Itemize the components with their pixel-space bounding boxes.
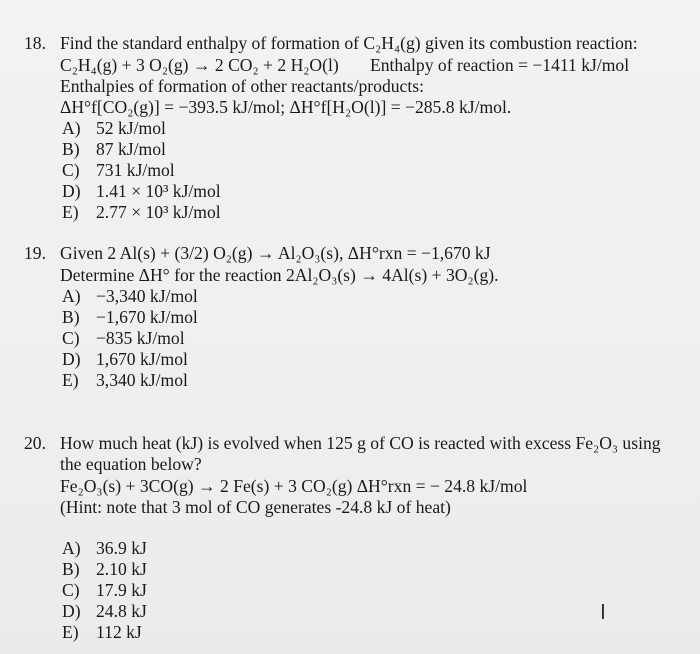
q18-choice-d: 1.41 × 10³ kJ/mol bbox=[96, 181, 221, 201]
q20-choice-d: 24.8 kJ bbox=[96, 601, 147, 621]
q18-number: 18. bbox=[24, 33, 46, 53]
q19-choice-d-label: D) bbox=[62, 349, 81, 369]
q18-subheading: Enthalpies of formation of other reactants/products: bbox=[60, 76, 424, 96]
q19-choice-b: −1,670 kJ/mol bbox=[96, 307, 198, 327]
q20-choice-b: 2.10 kJ bbox=[96, 559, 147, 579]
q18-choice-b-label: B) bbox=[62, 139, 80, 159]
q20-prompt-line2: the equation below? bbox=[60, 454, 202, 474]
q18-choice-d-label: D) bbox=[62, 181, 81, 201]
q20-choice-d-label: D) bbox=[62, 601, 81, 621]
q18-choice-e-label: E) bbox=[62, 202, 79, 222]
q20-choice-e-label: E) bbox=[62, 622, 79, 642]
text-cursor-icon: I bbox=[600, 600, 606, 624]
q18-reaction: C₂H₄(g) + 3 O₂(g) → 2 CO₂ + 2 H₂O(l) bbox=[60, 55, 339, 75]
q18-choice-a-label: A) bbox=[62, 118, 81, 138]
q19-choice-a-label: A) bbox=[62, 286, 81, 306]
q20-hint: (Hint: note that 3 mol of CO generates -24.8 kJ of heat) bbox=[60, 497, 451, 517]
q19-choice-e-label: E) bbox=[62, 370, 79, 390]
q20-choice-e: 112 kJ bbox=[96, 622, 142, 642]
q20-choice-a-label: A) bbox=[62, 538, 81, 558]
q18-choice-c-label: C) bbox=[62, 160, 80, 180]
q19-number: 19. bbox=[24, 243, 46, 263]
q18-choice-c: 731 kJ/mol bbox=[96, 160, 175, 180]
q18-enthalpy-of-reaction: Enthalpy of reaction = −1411 kJ/mol bbox=[370, 55, 630, 75]
q20-choice-a: 36.9 kJ bbox=[96, 538, 147, 558]
q20-equation: Fe₂O₃(s) + 3CO(g) → 2 Fe(s) + 3 CO₂(g) ΔH°rxn = − 24.8 kJ/mol bbox=[60, 476, 528, 496]
q18-choice-e: 2.77 × 10³ kJ/mol bbox=[96, 202, 221, 222]
q18-choice-a: 52 kJ/mol bbox=[96, 118, 166, 138]
q19-choice-c-label: C) bbox=[62, 328, 80, 348]
q20-choice-c: 17.9 kJ bbox=[96, 580, 147, 600]
q18-prompt: Find the standard enthalpy of formation of C₂H₄(g) given its combustion reaction: bbox=[60, 33, 638, 53]
q18-choice-b: 87 kJ/mol bbox=[96, 139, 166, 159]
q19-given: Given 2 Al(s) + (3/2) O₂(g) → Al₂O₃(s), ΔH°rxn = −1,670 kJ bbox=[60, 243, 491, 263]
q18-given-values: ΔH°f[CO₂(g)] = −393.5 kJ/mol; ΔH°f[H₂O(l)] = −285.8 kJ/mol. bbox=[60, 97, 512, 117]
q19-choice-e: 3,340 kJ/mol bbox=[96, 370, 188, 390]
q19-choice-b-label: B) bbox=[62, 307, 80, 327]
q20-number: 20. bbox=[24, 433, 46, 453]
q20-prompt-line1: How much heat (kJ) is evolved when 125 g of CO is reacted with excess Fe₂O₃ using bbox=[60, 433, 661, 453]
q19-choice-c: −835 kJ/mol bbox=[96, 328, 185, 348]
q19-choice-a: −3,340 kJ/mol bbox=[96, 286, 198, 306]
q20-choice-b-label: B) bbox=[62, 559, 80, 579]
q19-choice-d: 1,670 kJ/mol bbox=[96, 349, 188, 369]
q19-prompt: Determine ΔH° for the reaction 2Al₂O₃(s) → 4Al(s) + 3O₂(g). bbox=[60, 265, 499, 285]
q20-choice-c-label: C) bbox=[62, 580, 80, 600]
